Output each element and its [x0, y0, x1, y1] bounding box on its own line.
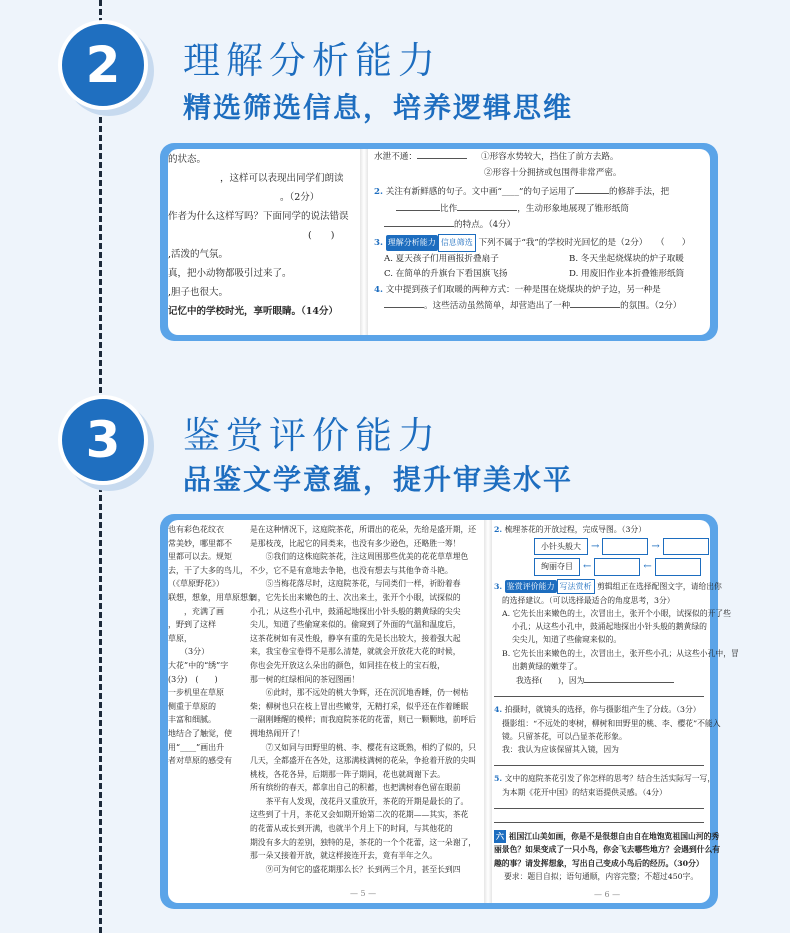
text-line: 小孔；从这些小孔中，鼓涌起地探出小针头般的鹅黄绿的尖尖	[250, 606, 461, 616]
text-line: 桃枝，各花各异，后期那一阵子期间，花也就凋谢下去。	[250, 769, 445, 779]
question-text: ，生动形象地展现了锥形纸筒	[517, 203, 629, 214]
text-line: 一副刚睡醒的模样；而我庭院茶花的花蕾，则已一颗颗地，前呼后	[250, 715, 477, 725]
skill-tag: 鉴赏评价能力	[505, 580, 557, 593]
text-line	[494, 673, 714, 687]
text-line: 小孔；从这些小孔中，鼓涌起地探出小针头般的鹅黄绿的	[512, 622, 707, 632]
flow-box-empty	[594, 558, 640, 575]
left-page-column	[168, 149, 358, 335]
question-text: 的特点。（4分）	[454, 220, 516, 231]
arrow-icon: →	[651, 541, 660, 553]
text-line: 尖尖儿，知道了些偷窥来似的。	[512, 635, 622, 645]
worksheet-preview-card	[160, 143, 718, 341]
answer-blank	[494, 799, 704, 809]
question-text: 梳理茶花的开放过程，完成导图。（3分）	[504, 525, 647, 534]
text-line: 那一朵又接着开放，就这样接连开去，竟有半年之久。	[250, 851, 438, 861]
text-line	[374, 217, 714, 234]
text-line	[494, 523, 714, 536]
text-line	[494, 830, 720, 843]
text-line	[374, 298, 714, 315]
text-line: 镜。只留茶花，可以凸显茶花形象。	[502, 731, 627, 741]
text-line: 出鹅黄绿的嫩芽了。	[512, 661, 583, 671]
text-line: 期没有多大的差别，独特的是，茶花的一个个花蕾，这一朵谢了，	[250, 837, 477, 847]
text-line: 用“____”画出升	[168, 742, 225, 752]
question-number: 2.	[494, 525, 503, 534]
question-number: 2.	[374, 187, 383, 198]
answer-blank	[494, 687, 704, 697]
option-d: D. 用废旧作业本折叠锥形纸筒	[569, 269, 685, 280]
right-page-column	[494, 520, 739, 903]
flow-diagram-row	[494, 558, 714, 575]
text-line: ⑤当梅花落尽时，这庭院茶花，与同类们一样，祈盼着春	[250, 579, 461, 589]
answer-line	[494, 756, 714, 770]
text-line: (3分) ( )	[168, 674, 218, 684]
section-number-badge: 2	[58, 20, 148, 110]
middle-page-column	[250, 520, 480, 903]
page-gutter	[360, 149, 368, 335]
text-line: ②形容十分拥挤或包围得非常严密。	[484, 167, 622, 178]
text-line: 所有缤纷的春天，都拿出自己的积蓄，也把满树春色留在眼前	[250, 783, 461, 793]
answer-blank	[417, 149, 467, 159]
text-line: 草原，	[168, 633, 192, 643]
text-line: 的花蕾从或长到开满，也就半个月上下的时间，与其他花的	[250, 824, 453, 834]
question-text: 祖国江山美如画，你是不是很想自由自在地饱览祖国山河的秀	[508, 832, 720, 842]
text-line: 几天，全都盛开在各处，这那满枝满树的花朵，争抢着开放的尖叫	[250, 756, 477, 766]
worksheet-preview-card	[160, 514, 739, 909]
arrow-icon: ←	[643, 561, 652, 573]
text-line: 来，我宝卷宝卷得不是那么清楚，就就会开放花大花的时候，	[250, 647, 461, 657]
section-subtitle: 精选筛选信息，培养逻辑思维	[183, 91, 574, 124]
text-line: ,胆子也很大。	[168, 287, 229, 298]
text-line: 这茶花树如有灵性般，静享有重的先是长出较大，接着强大起	[250, 633, 461, 643]
text-line: A. 它先长出来嫩色的土，次冒出土，张开个小眼，试探似的开了些	[502, 609, 731, 619]
skill-subtag: 写法赏析	[557, 579, 595, 594]
section-title: 理解分析能力	[183, 39, 441, 82]
skill-tag: 理解分析能力	[386, 235, 438, 251]
text-line: 不少，它不是有意地去争艳，也没有想去与其他争奇斗艳。	[250, 565, 453, 575]
text-line: 你也会先开放这么朵出的颜色，如同挂在枝上的宝石般，	[250, 660, 445, 670]
question-text: 剪辑组正在选择配图文字，请给出你	[597, 581, 722, 591]
worksheet-page	[168, 520, 739, 903]
text-line: ⑦又如同与田野里的桃、李、樱花有这既熟，相约了似的，只	[250, 742, 477, 752]
answer-blank	[570, 298, 620, 308]
definition: ①形容水势较大，挡住了前方去路。	[480, 152, 619, 162]
answer-line	[494, 799, 714, 813]
answer-blank	[384, 298, 424, 308]
term: 水泄不通：	[374, 152, 417, 162]
text-line: 联想，想象，用草原想象	[168, 592, 256, 602]
text-line: 日，它先长出来嫩色的土、次出来土，张开个小眼，试探似的	[250, 592, 461, 602]
text-line: （《草原野花》）	[168, 579, 224, 589]
text-line: ( )	[308, 230, 335, 241]
text-line	[494, 703, 714, 716]
left-page-column	[168, 520, 256, 903]
text-line: 大花”中的“绣”字	[168, 660, 229, 670]
question-text: 的氛围。（2分）	[620, 301, 682, 312]
text-line: ,活泼的气氛。	[168, 249, 229, 260]
flow-box-empty	[602, 538, 648, 555]
option-a: A. 夏天孩子们用画报折叠扇子	[384, 253, 499, 264]
text-line: ，充满了画	[168, 606, 224, 616]
right-page-column	[374, 149, 714, 335]
option-b: B. 冬天坐起烧煤块的炉子取暖	[569, 253, 684, 264]
text-line: 地结合了触觉，使	[168, 728, 232, 738]
text-line	[494, 772, 714, 785]
question-number: 3.	[494, 581, 503, 591]
text-line: 我：我认为应该保留其入镜，因为	[502, 745, 619, 755]
text-line: 那一树的红绿相间的茶冠图画！	[250, 674, 360, 684]
answer-blank	[494, 813, 704, 823]
text-line: 要求：题目自拟；语句通顺，内容完整；不超过450字。	[504, 871, 699, 881]
text-line: 里都可以去。规矩	[168, 552, 232, 562]
text-line: ⑨可为何它的盛花期那么长？长到两三个月，甚至长到四	[250, 864, 461, 874]
answer-blank	[494, 756, 704, 766]
text-line: 尖儿，知道了些偷窥来似的。偷窥到了外面的气温和温度后，	[250, 620, 461, 630]
text-line: （3分）	[168, 647, 210, 657]
text-line: 是在这种情况下，这庭院茶花，所谓出的花朵，先给是盛开期，还	[250, 525, 477, 534]
text-line: 真，把小动物都吸引过来了。	[168, 268, 292, 279]
question-number: 5.	[494, 774, 503, 784]
text-line: 丽景色？如果变成了一只小鸟，你会飞去哪些地方？会遇到什么有	[494, 845, 721, 855]
text-line: 也有彩色花纹衣	[168, 525, 224, 534]
question-text: 比作	[440, 203, 458, 214]
question-text: 的修辞手法，把	[608, 187, 670, 198]
text-line: 常美妙，哪里都不	[168, 538, 232, 548]
text-line: ，这样可以表现出同学们朗读	[220, 173, 344, 184]
text-line: 这些到了十月，茶花又会如期开始第二次的花期——其实，茶花	[250, 810, 469, 820]
text-line: 摄影组：“不远处的枣树，柳树和田野里的桃、李、樱花”不能入	[502, 718, 721, 728]
flow-box: 绚丽夺目	[534, 558, 580, 575]
text-line: 拥地热闹开了！	[250, 728, 305, 738]
question-number: 4.	[374, 284, 383, 295]
answer-blank	[457, 201, 517, 211]
choice-prompt: 我选择( )，因为	[516, 676, 585, 686]
text-line: 者对草原的感受有	[168, 756, 232, 766]
text-line	[374, 149, 714, 166]
arrow-icon: ←	[583, 561, 592, 573]
answer-blank	[384, 217, 454, 227]
text-line: ⑥此时，那不远处的桃大争辉，还在沉沉地香睡，仍一树枯	[250, 688, 469, 698]
text-line: 是那枝茂，比起它的同类来，也没有多少逊色，还略胜一筹！	[250, 538, 461, 548]
question-number: 六	[494, 830, 506, 843]
flow-box-empty	[663, 538, 709, 555]
text-line: 趣的事？请发挥想象，写出自己变成小鸟后的经历。（30分）	[494, 858, 704, 868]
question-number: 4.	[494, 705, 503, 715]
text-line: 丰富和细腻。	[168, 715, 216, 725]
answer-line	[494, 687, 714, 701]
text-line	[374, 184, 714, 201]
question-text: 关注有新鲜感的句子。文中画“____”的句子运用了	[385, 187, 575, 198]
text-line: 作者为什么这样写吗？下面同学的说法错误	[168, 211, 349, 222]
question-text: 文中提到孩子们取暖的两种方式：一种是围在烧煤块的炉子边，另一种是	[385, 284, 661, 295]
text-line	[374, 252, 714, 268]
arrow-icon: →	[591, 541, 600, 553]
answer-blank	[584, 673, 674, 683]
text-line	[374, 234, 714, 252]
flow-box: 小针头般大	[534, 538, 588, 555]
text-line: 为本期《花开中国》的结束语提供灵感。（4分）	[502, 787, 667, 797]
answer-line	[494, 813, 714, 827]
text-line: 柴；柳树也只在枝上冒出些嫩芽，无精打采，似乎还在作着睡眠	[250, 701, 469, 711]
question-number: 3.	[374, 237, 383, 248]
skill-subtag: 信息筛选	[438, 234, 476, 252]
text-line: B. 它先长出来嫩色的土，次冒出土，张开些小孔；从这些小孔中，冒	[502, 648, 739, 658]
answer-blank	[575, 184, 609, 194]
text-line: 的选择建议。（可以选择最适合的角度思考，3分）	[502, 595, 675, 605]
question-text: 。这些活动虽然简单，却营造出了一种	[424, 301, 571, 312]
text-line: 一步机里在草原	[168, 688, 224, 698]
question-text: 拍摄时，就镜头的选择，你与摄影组产生了分歧。（3分）	[504, 705, 701, 715]
option-c: C. 在简单的升旗台下看国旗飞扬	[384, 269, 508, 280]
page-gutter	[484, 520, 492, 903]
text-line: 茶平有人发现，茂花丹又重放开，茶花的开期是最长的了。	[250, 796, 469, 806]
flow-box-empty	[655, 558, 701, 575]
page-number: — 5 —	[350, 889, 377, 899]
text-line: 侧重于草原的	[168, 701, 216, 711]
text-line	[374, 267, 714, 283]
section-number-badge: 3	[58, 395, 148, 485]
answer-blank	[396, 201, 440, 211]
text-line: 记忆中的学校时光，享听眼睛。（14分）	[168, 306, 338, 317]
text-line: 的状态。	[168, 154, 207, 165]
text-line	[374, 201, 714, 218]
question-text: 下列不属于“我”的学校时光回忆的是（2分） （ ）	[478, 237, 691, 248]
section-subtitle: 品鉴文学意蕴，提升审美水平	[183, 463, 574, 496]
question-text: 文中的庭院茶花引发了你怎样的思考？结合生活实际写一写，	[504, 774, 716, 784]
text-line: ，野到了这样	[168, 620, 216, 630]
section-title: 鉴赏评价能力	[183, 414, 441, 457]
text-line: 去，干了大多的鸟儿，	[168, 565, 248, 575]
worksheet-page	[168, 149, 710, 335]
text-line	[374, 283, 714, 299]
text-line: 。（2分）	[280, 192, 320, 203]
text-line	[494, 579, 722, 594]
text-line: ⑤我们的这株庭院茶花，注这周围那些优美的花花草草埋色	[250, 552, 469, 562]
page-number: — 6 —	[594, 889, 621, 899]
flow-diagram-row	[494, 538, 714, 555]
